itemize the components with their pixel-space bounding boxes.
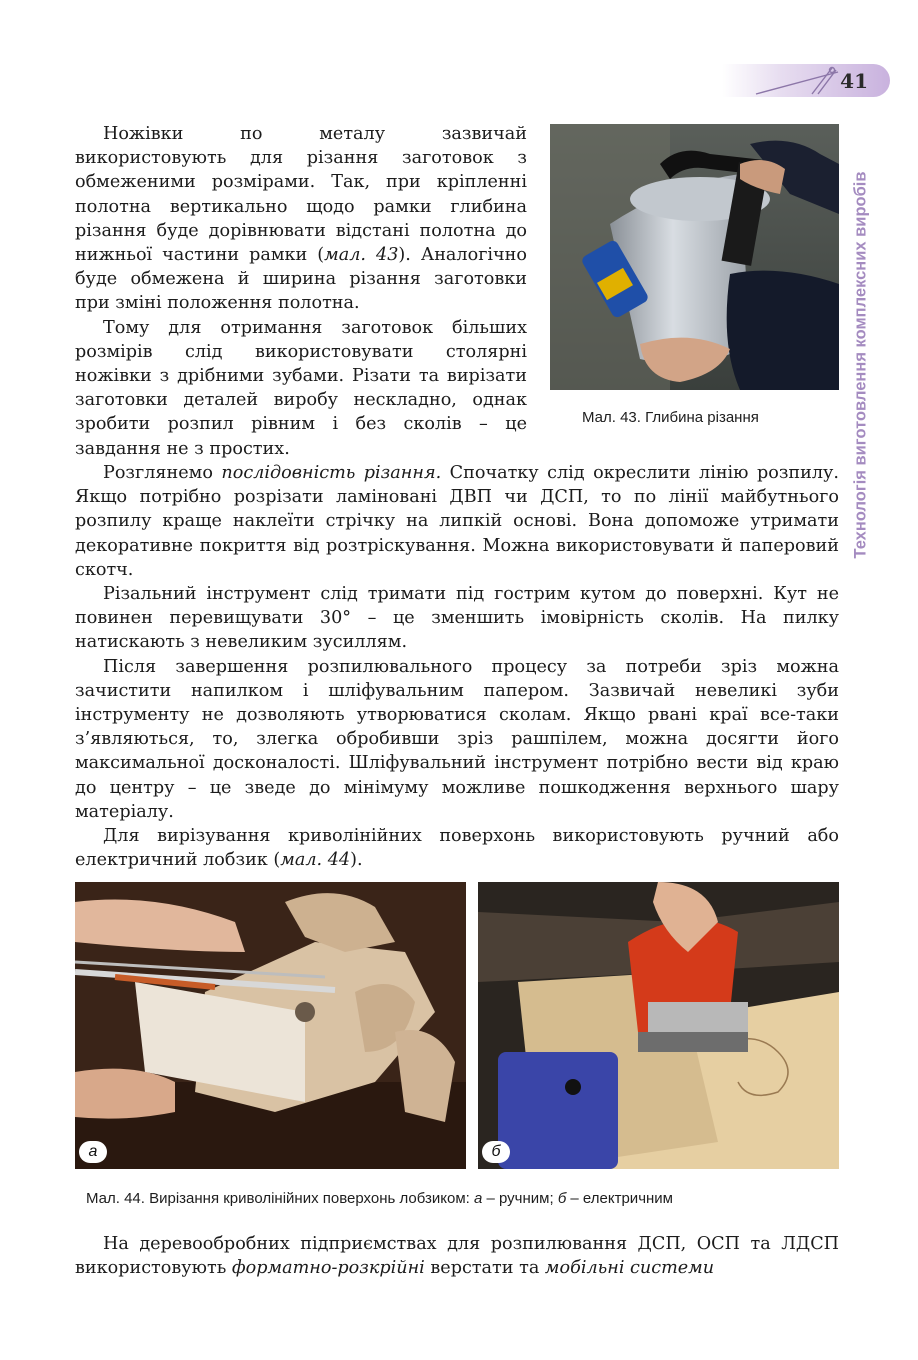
chapter-side-title	[846, 130, 876, 600]
fig44-caption-mid: – ручним;	[482, 1190, 558, 1207]
figure-44-caption	[86, 1190, 673, 1207]
page-number: 41	[840, 69, 868, 93]
figure-ref-44: мал. 44	[280, 850, 351, 871]
p7-text-a: На деревообробних підприємствах для розпилювання ДСП, ОСП та ЛДСП використовують	[75, 1234, 839, 1279]
figure-44a-photo	[75, 882, 466, 1169]
p7-emphasis-1: форматно-розкрійні	[231, 1258, 425, 1279]
p7-text-b: верстати та	[424, 1258, 545, 1279]
text-column-bottom	[75, 1232, 839, 1280]
page-number-tab	[722, 64, 890, 97]
paragraph-3	[75, 461, 839, 582]
figure-44b-photo	[478, 882, 839, 1169]
p3-text-a: Розглянемо	[103, 463, 222, 483]
p1-text-a: Ножівки по металу зазвичай використовують для різання заготовок з обмеженими розмірами. Так, при кріпленні полотна вертикально щодо рамки глибина різання буде дорівнювати відстані полотна до нижньої частини рамки (	[75, 124, 527, 266]
fig44-caption-a: а	[473, 1190, 483, 1207]
fig44-caption-end: – електричним	[566, 1190, 673, 1207]
paragraph-2: Тому для отримання заготовок більших розмірів слід використовувати столярні ножівки з дрібними зубами. Різати та вирізати заготовки деталей виробу нескладно, однак зробити розпил рівним і без сколів – це завдання не з простих.	[75, 317, 527, 459]
electric-jigsaw-photo	[478, 882, 839, 1169]
hand-fretsaw-photo	[75, 882, 466, 1169]
p6-text-a: Для вирізування криволінійних поверхонь використовують ручний або електричний лобзик (	[75, 826, 839, 871]
text-column-full	[75, 461, 839, 872]
p7-emphasis-2: мобільні системи	[544, 1258, 715, 1279]
paragraph-5: Після завершення розпилювального процесу за потреби зріз можна зачистити напилком і шліфувальним папером. Зазвичай невеликі зуби інструменту не дозволяють утворюватися сколам. Якщо рвані краї все-таки з’являються, то, злегка обробивши зріз рашпілем, можна досягти його максимальної досконалості. Шліфувальний інструмент потрібно вести від краю до центру – це зведе до мінімуму можливе пошкодження верхнього шару матеріалу.	[75, 656, 839, 822]
chapter-side-title-text: Технологія виготовлення комплексних виробів	[851, 171, 870, 559]
fig44-caption-start: Мал. 44. Вирізання криволінійних поверхонь лобзиком:	[86, 1190, 474, 1207]
figure-43-caption: Мал. 43. Глибина різання	[582, 409, 759, 426]
hacksaw-cutting-photo	[550, 124, 839, 390]
figure-ref-43: мал. 43	[324, 245, 399, 266]
paragraph-1	[75, 122, 527, 316]
drafting-tools-icon	[752, 66, 842, 96]
p3-text-b: Спочатку слід окреслити лінію розпилу. Якщо потрібно розрізати ламіновані ДВП чи ДСП, то по лінії майбутнього розпилу краще наклеїти стрічку на липкій основі. Вона допоможе утримати декоративне покриття від розтріскування. Можна використовувати й паперовий скотч.	[75, 463, 839, 580]
paragraph-6	[75, 824, 839, 872]
figure-44b-label: б	[482, 1141, 510, 1163]
figure-44a-label: а	[79, 1141, 107, 1163]
text-column-top	[75, 122, 527, 461]
figure-43-photo	[550, 124, 839, 390]
paragraph-4: Різальний інструмент слід тримати під гострим кутом до поверхні. Кут не повинен перевищувати 30° – це зменшить імовірність сколів. На пилку натискають з невеликим зусиллям.	[75, 584, 839, 653]
paragraph-7	[75, 1232, 839, 1280]
p6-text-b: ).	[350, 850, 363, 871]
p1-text-b: ). Аналогічно буде обмежена й ширина різання заготовки при зміні положення полотна.	[75, 245, 527, 314]
p3-emphasis: послідовність різання.	[221, 463, 442, 483]
fig44-caption-b: б	[557, 1190, 567, 1207]
